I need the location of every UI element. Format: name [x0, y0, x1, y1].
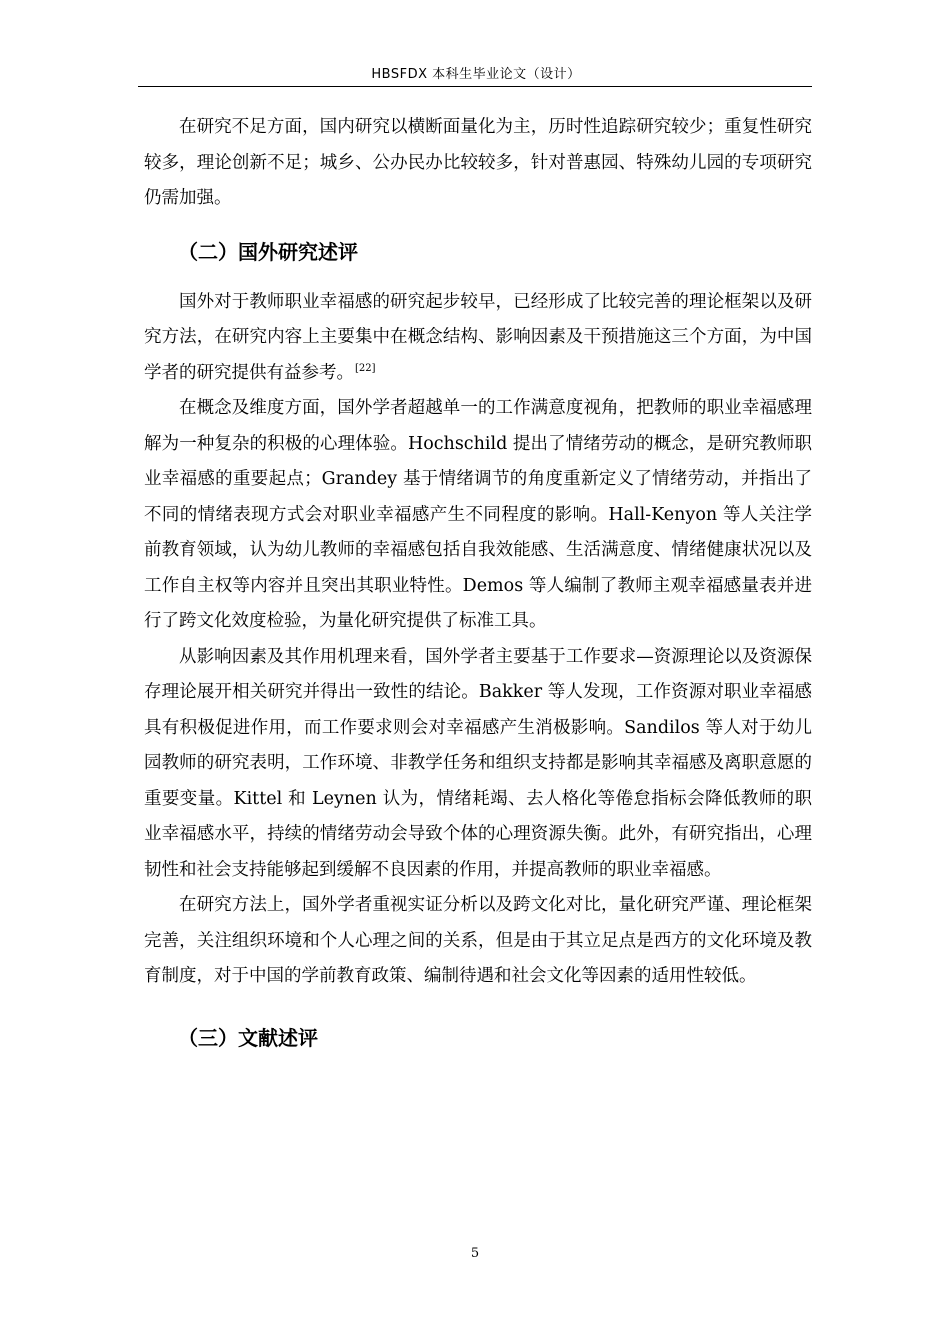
- section-heading-literature-review: （三）文献述评: [178, 1025, 318, 1050]
- paragraph-research-methods: 在研究方法上，国外学者重视实证分析以及跨文化对比，量化研究严谨、理论框架完善，关注组织环境和个人心理之间的关系，但是由于其立足点是西方的文化环境及教育制度，对于中国的学前教育政策、编制待遇和社会文化等因素的适用性较低。: [144, 895, 812, 986]
- section-heading-foreign-review: （二）国外研究述评: [178, 239, 358, 264]
- paragraph-concept-dimension: 在概念及维度方面，国外学者超越单一的工作满意度视角，把教师的职业幸福感理解为一种复杂的积极的心理体验。Hochschild 提出了情绪劳动的概念，是研究教师职业幸福感的重要起点；Grandey 基于情绪调节的角度重新定义了情绪劳动，并指出了不同的情绪表现方式会对职业幸福感产生不同程度的影响。Hall-Kenyon 等人关注学前教育领域，认为幼儿教师的幸福感包括自我效能感、生活满意度、情绪健康状况以及工作自主权等内容并且突出其职业特性。Demos 等人编制了教师主观幸福感量表并进行了跨文化效度检验，为量化研究提供了标准工具。: [144, 398, 812, 631]
- citation-marker: [22]: [355, 362, 376, 374]
- page-number: 5: [470, 1246, 480, 1261]
- paragraph-influencing-factors: 从影响因素及其作用机理来看，国外学者主要基于工作要求—资源理论以及资源保存理论展开相关研究并得出一致性的结论。Bakker 等人发现，工作资源对职业幸福感具有积极促进作用，而工作要求则会对幸福感产生消极影响。Sandilos 等人对于幼儿园教师的研究表明，工作环境、非教学任务和组织支持都是影响其幸福感及离职意愿的重要变量。Kittel 和 Leynen 认为，情绪耗竭、去人格化等倦怠指标会降低教师的职业幸福感水平，持续的情绪劳动会导致个体的心理资源失衡。此外，有研究指出，心理韧性和社会支持能够起到缓解不良因素的作用，并提高教师的职业幸福感。: [144, 646, 812, 880]
- running-header: HBSFDX 本科生毕业论文（设计）: [371, 67, 581, 82]
- paragraph-foreign-overview-text: 国外对于教师职业幸福感的研究起步较早，已经形成了比较完善的理论框架以及研究方法，在研究内容上主要集中在概念结构、影响因素及干预措施这三个方面，为中国学者的研究提供有益参考。: [144, 291, 812, 383]
- header-rule: [138, 86, 812, 87]
- paragraph-domestic-shortcomings: 在研究不足方面，国内研究以横断面量化为主，历时性追踪研究较少；重复性研究较多，理论创新不足；城乡、公办民办比较较多，针对普惠园、特殊幼儿园的专项研究仍需加强。: [144, 117, 812, 208]
- body-text: [144, 110, 812, 1071]
- paragraph-foreign-overview: [144, 285, 812, 392]
